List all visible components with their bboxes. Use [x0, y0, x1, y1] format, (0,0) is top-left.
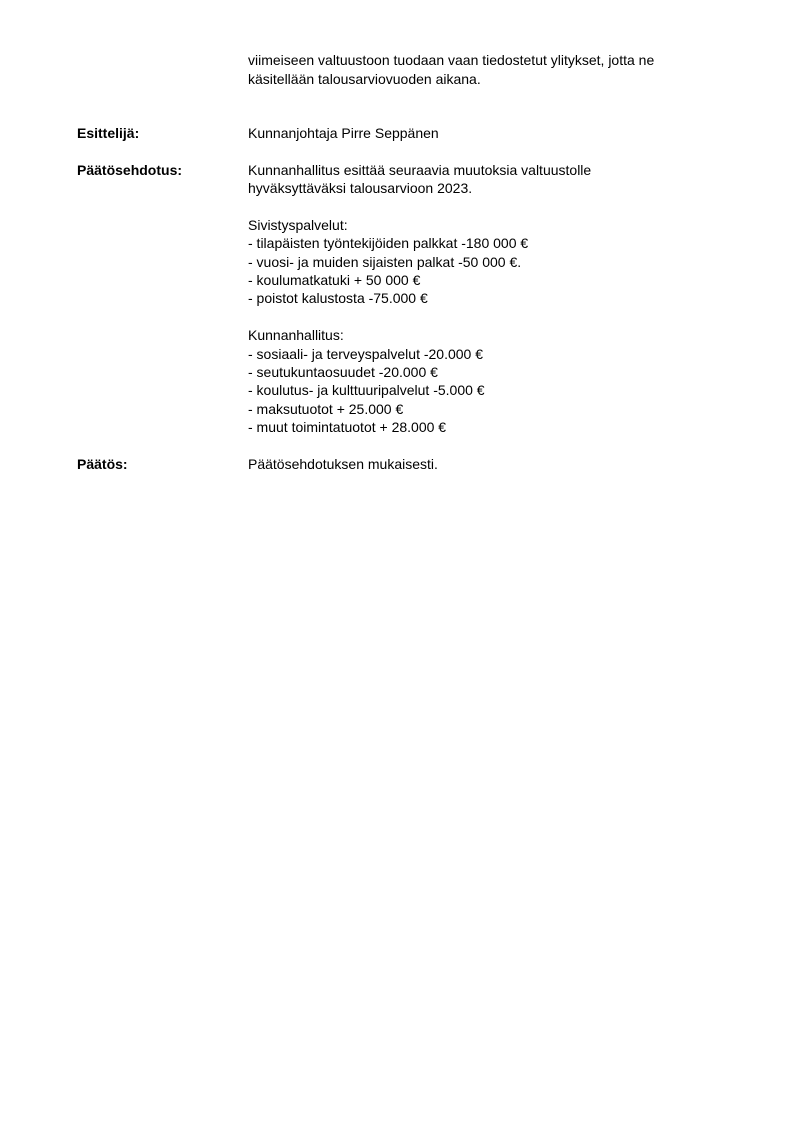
proposal-intro-line-2: hyväksyttäväksi talousarvioon 2023.: [248, 180, 473, 196]
proposal-intro-line-1: Kunnanhallitus esittää seuraavia muutoksia valtuustolle: [248, 162, 592, 178]
presenter-value: Kunnanjohtaja Pirre Seppänen: [248, 125, 439, 141]
decision-value: Päätösehdotuksen mukaisesti.: [248, 456, 438, 472]
list-item: - vuosi- ja muiden sijaisten palkat -50 000 €.: [248, 254, 522, 270]
intro-line-1: viimeiseen valtuustoon tuodaan vaan tiedostetut ylitykset, jotta ne: [248, 52, 655, 68]
list-item: - koulutus- ja kulttuuripalvelut -5.000 €: [248, 382, 485, 398]
decision-label: Päätös:: [77, 456, 128, 472]
list-item: - seutukuntaosuudet -20.000 €: [248, 364, 438, 380]
list-item: - poistot kalustosta -75.000 €: [248, 290, 428, 306]
section-heading-sivistyspalvelut: Sivistyspalvelut:: [248, 217, 348, 233]
list-item: - sosiaali- ja terveyspalvelut -20.000 €: [248, 346, 484, 362]
section-heading-kunnanhallitus: Kunnanhallitus:: [248, 327, 344, 343]
list-item: - koulumatkatuki + 50 000 €: [248, 272, 421, 288]
intro-line-2: käsitellään talousarviovuoden aikana.: [248, 71, 481, 87]
presenter-label: Esittelijä:: [77, 125, 140, 141]
proposal-label: Päätösehdotus:: [77, 162, 183, 178]
list-item: - muut toimintatuotot + 28.000 €: [248, 419, 447, 435]
list-item: - tilapäisten työntekijöiden palkkat -180 000 €: [248, 235, 529, 251]
list-item: - maksutuotot + 25.000 €: [248, 401, 404, 417]
